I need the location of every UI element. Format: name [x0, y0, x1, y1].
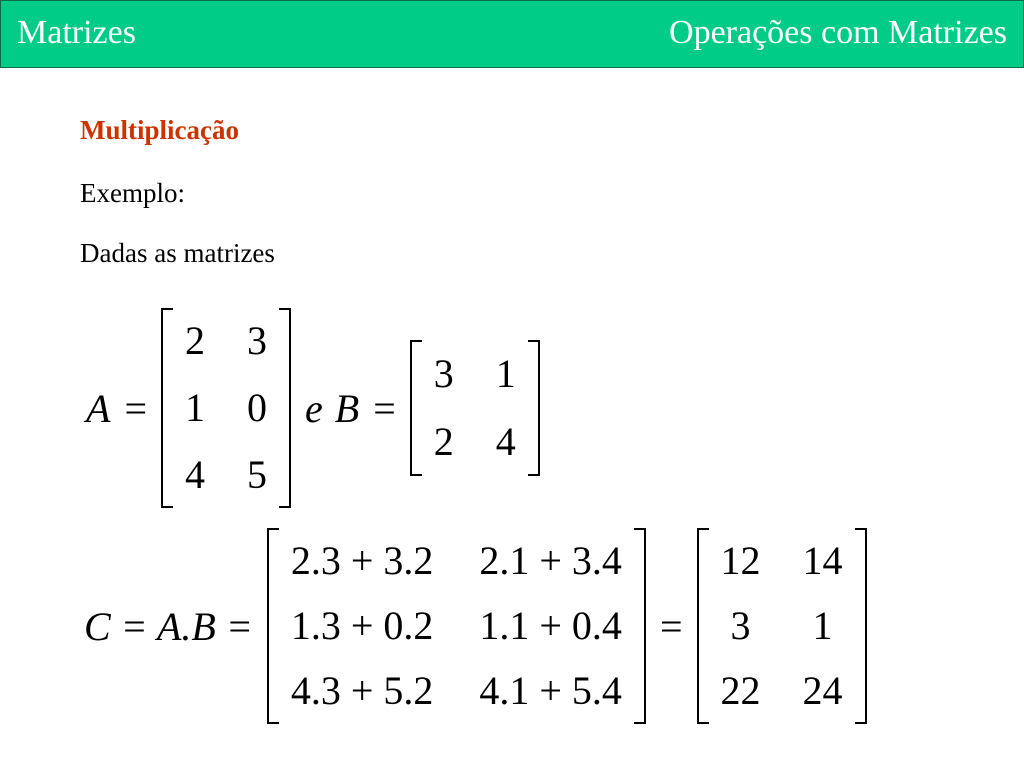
matrix-cell: 4.1 + 5.4 [479, 668, 622, 714]
matrix-b [410, 340, 540, 476]
matrix-cell: 22 [720, 668, 761, 714]
matrix-b-label: B [334, 385, 360, 431]
matrix-cell: 1 [495, 351, 516, 396]
matrix-cell: 5 [247, 451, 267, 497]
matrix-cell: 2.1 + 3.4 [479, 537, 622, 583]
header-left-title: Matrizes [17, 14, 136, 51]
matrix-cell: 4.3 + 5.2 [290, 668, 434, 714]
matrix-cell: 14 [802, 537, 843, 583]
equals-sign: = [373, 385, 396, 431]
matrix-cell: 2 [433, 419, 454, 464]
slide-header [0, 0, 1024, 68]
matrix-a-label: A [86, 385, 111, 431]
matrix-cell: 24 [802, 668, 843, 714]
matrix-cell: 4 [495, 419, 516, 464]
conjunction-e: e [305, 385, 323, 431]
result-grid [709, 528, 855, 724]
matrix-cell: 1 [812, 602, 833, 648]
matrix-a [161, 308, 291, 508]
matrix-cell: 3 [247, 318, 267, 364]
matrix-cell: 0 [247, 384, 267, 430]
example-label: Exemplo: [80, 178, 185, 208]
left-bracket [697, 528, 709, 724]
section-title: Multiplicação [80, 115, 239, 145]
header-right-title: Operações com Matrizes [669, 14, 1007, 51]
matrix-cell: 1 [185, 384, 205, 430]
product-expansion-matrix [267, 528, 646, 724]
matrix-cell: 2 [185, 318, 205, 364]
right-bracket [634, 528, 646, 724]
matrix-cell: 4 [185, 451, 205, 497]
product-lhs: C = A.B = [84, 603, 253, 649]
left-bracket [161, 308, 173, 508]
matrix-cell: 1.3 + 0.2 [290, 602, 434, 648]
matrix-cell: 1.1 + 0.4 [479, 602, 622, 648]
equals-sign: = [659, 603, 683, 649]
matrix-cell: 3 [433, 351, 454, 396]
left-bracket [410, 340, 422, 476]
matrix-cell: 2.3 + 3.2 [290, 537, 434, 583]
right-bracket [279, 308, 291, 508]
left-bracket [267, 528, 279, 724]
result-matrix [697, 528, 867, 724]
product-equation [84, 528, 867, 724]
matrix-definition-equation [86, 308, 540, 508]
right-bracket [528, 340, 540, 476]
matrix-b-grid [422, 340, 528, 476]
equals-sign: = [124, 385, 147, 431]
right-bracket [855, 528, 867, 724]
expansion-grid [279, 528, 634, 724]
matrix-cell: 12 [720, 537, 761, 583]
intro-text: Dadas as matrizes [80, 238, 275, 268]
matrix-cell: 3 [730, 602, 751, 648]
matrix-a-grid [173, 308, 279, 508]
